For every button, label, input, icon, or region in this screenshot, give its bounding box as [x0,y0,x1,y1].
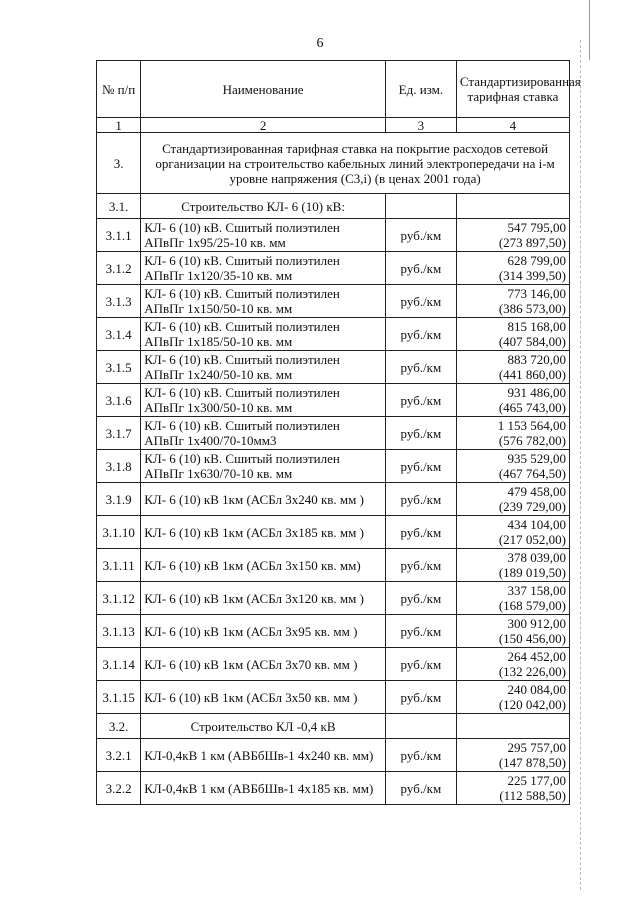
row-num: 3.1.10 [97,516,141,549]
row-unit: руб./км [385,384,456,417]
table-row [97,582,570,615]
price-value-half: (467 764,50) [498,466,566,481]
row-num: 3.1.15 [97,681,141,714]
row-num: 3.1.11 [97,549,141,582]
table-row [97,219,570,252]
header-name: Наименование [141,61,386,118]
row-price [456,582,569,615]
row-num: 3.1.5 [97,351,141,384]
table-row [97,417,570,450]
price-value: 337 158,00 [507,583,566,598]
table-row [97,252,570,285]
section-num: 3. [97,133,141,194]
table-row [97,285,570,318]
row-unit: руб./км [385,252,456,285]
empty-cell [456,714,569,739]
row-name: КЛ- 6 (10) кВ. Сшитый полиэтилен АПвПг 1х240/50-10 кв. мм [141,351,386,384]
price-value-half: (386 573,00) [498,301,566,316]
price-value-half: (239 729,00) [498,499,566,514]
row-unit: руб./км [385,318,456,351]
row-unit: руб./км [385,739,456,772]
header-num: № п/п [97,61,141,118]
section-row [97,133,570,194]
column-numbers-row [97,118,570,133]
row-unit: руб./км [385,285,456,318]
row-unit: руб./км [385,483,456,516]
header-rate: Стандартизированная тарифная ставка [456,61,569,118]
price-value: 295 757,00 [507,740,566,755]
price-value-half: (217 052,00) [498,532,566,547]
price-value-half: (314 399,50) [498,268,566,283]
table-header-row [97,61,570,118]
row-price [456,483,569,516]
row-unit: руб./км [385,219,456,252]
price-value: 1 153 564,00 [497,418,566,433]
table-row [97,615,570,648]
price-value-half: (441 860,00) [498,367,566,382]
subsection-num: 3.2. [97,714,141,739]
row-unit: руб./км [385,615,456,648]
row-name: КЛ- 6 (10) кВ. Сшитый полиэтилен АПвПг 1х120/35-10 кв. мм [141,252,386,285]
scan-edge-line [580,40,581,890]
price-value: 628 799,00 [507,253,566,268]
row-name: КЛ- 6 (10) кВ 1км (АСБл 3х50 кв. мм ) [141,681,386,714]
price-value: 479 458,00 [507,484,566,499]
price-value: 264 452,00 [507,649,566,664]
row-num: 3.2.2 [97,772,141,805]
price-value-half: (147 878,50) [498,755,566,770]
row-price [456,384,569,417]
row-unit: руб./км [385,351,456,384]
table-row [97,648,570,681]
row-name: КЛ- 6 (10) кВ 1км (АСБл 3х95 кв. мм ) [141,615,386,648]
table-row [97,681,570,714]
price-value-half: (576 782,00) [498,433,566,448]
column-number: 2 [141,118,386,133]
scan-edge-line-top [589,0,590,60]
row-price [456,739,569,772]
row-unit: руб./км [385,549,456,582]
empty-cell [385,714,456,739]
page-number: 6 [316,36,324,51]
row-unit: руб./км [385,582,456,615]
row-price [456,252,569,285]
subsection-title: Строительство КЛ- 6 (10) кВ: [141,194,386,219]
price-value: 883 720,00 [507,352,566,367]
subsection-row [97,194,570,219]
row-price [456,549,569,582]
row-price [456,318,569,351]
row-unit: руб./км [385,417,456,450]
price-value-half: (273 897,50) [498,235,566,250]
row-name: КЛ- 6 (10) кВ 1км (АСБл 3х70 кв. мм ) [141,648,386,681]
row-name: КЛ- 6 (10) кВ. Сшитый полиэтилен АПвПг 1х150/50-10 кв. мм [141,285,386,318]
row-num: 3.1.6 [97,384,141,417]
row-num: 3.1.8 [97,450,141,483]
header-unit: Ед. изм. [385,61,456,118]
row-price [456,772,569,805]
row-name: КЛ-0,4кВ 1 км (АВБбШв-1 4х240 кв. мм) [141,739,386,772]
row-unit: руб./км [385,648,456,681]
column-number: 1 [97,118,141,133]
table-row [97,450,570,483]
price-value: 815 168,00 [507,319,566,334]
price-value: 434 104,00 [507,517,566,532]
row-name: КЛ- 6 (10) кВ 1км (АСБл 3х185 кв. мм ) [141,516,386,549]
table-row [97,384,570,417]
row-unit: руб./км [385,681,456,714]
row-num: 3.1.14 [97,648,141,681]
row-num: 3.2.1 [97,739,141,772]
subsection-row [97,714,570,739]
row-name: КЛ- 6 (10) кВ. Сшитый полиэтилен АПвПг 1х95/25-10 кв. мм [141,219,386,252]
row-name: КЛ- 6 (10) кВ 1км (АСБл 3х150 кв. мм) [141,549,386,582]
row-num: 3.1.1 [97,219,141,252]
row-price [456,219,569,252]
subsection-num: 3.1. [97,194,141,219]
row-price [456,417,569,450]
price-value: 547 795,00 [507,220,566,235]
table-row [97,351,570,384]
price-value-half: (189 019,50) [498,565,566,580]
row-num: 3.1.2 [97,252,141,285]
row-name: КЛ- 6 (10) кВ 1км (АСБл 3х240 кв. мм ) [141,483,386,516]
row-num: 3.1.13 [97,615,141,648]
row-unit: руб./км [385,450,456,483]
subsection-title: Строительство КЛ -0,4 кВ [141,714,386,739]
section-title: Стандартизированная тарифная ставка на покрытие расходов сетевой организации на строительство кабельных линий электропередачи на i-м уровне напряжения (С3,i) (в ценах 2001 года) [141,133,570,194]
row-unit: руб./км [385,516,456,549]
row-name: КЛ- 6 (10) кВ. Сшитый полиэтилен АПвПг 1х400/70-10мм3 [141,417,386,450]
price-value: 300 912,00 [507,616,566,631]
row-unit: руб./км [385,772,456,805]
row-num: 3.1.3 [97,285,141,318]
price-value-half: (407 584,00) [498,334,566,349]
row-name: КЛ- 6 (10) кВ. Сшитый полиэтилен АПвПг 1х300/50-10 кв. мм [141,384,386,417]
tariff-table [96,60,581,805]
row-price [456,351,569,384]
row-price [456,450,569,483]
row-price [456,285,569,318]
price-value-half: (120 042,00) [498,697,566,712]
price-value: 773 146,00 [507,286,566,301]
table-row [97,739,570,772]
price-value-half: (465 743,00) [498,400,566,415]
row-price [456,516,569,549]
price-value: 931 486,00 [507,385,566,400]
row-name: КЛ-0,4кВ 1 км (АВБбШв-1 4х185 кв. мм) [141,772,386,805]
price-value-half: (112 588,50) [499,788,566,803]
row-num: 3.1.4 [97,318,141,351]
price-value-half: (168 579,00) [498,598,566,613]
empty-cell [456,194,569,219]
price-value-half: (132 226,00) [498,664,566,679]
row-num: 3.1.12 [97,582,141,615]
price-value-half: (150 456,00) [498,631,566,646]
row-name: КЛ- 6 (10) кВ. Сшитый полиэтилен АПвПг 1х630/70-10 кв. мм [141,450,386,483]
row-price [456,615,569,648]
row-price [456,648,569,681]
table-row [97,772,570,805]
table-row [97,516,570,549]
row-price [456,681,569,714]
table-row [97,549,570,582]
price-value: 225 177,00 [507,773,566,788]
column-number: 4 [456,118,569,133]
price-value: 240 084,00 [507,682,566,697]
price-value: 935 529,00 [507,451,566,466]
table-row [97,318,570,351]
column-number: 3 [385,118,456,133]
price-value: 378 039,00 [507,550,566,565]
row-num: 3.1.7 [97,417,141,450]
empty-cell [385,194,456,219]
row-name: КЛ- 6 (10) кВ. Сшитый полиэтилен АПвПг 1х185/50-10 кв. мм [141,318,386,351]
table-row [97,483,570,516]
row-num: 3.1.9 [97,483,141,516]
row-name: КЛ- 6 (10) кВ 1км (АСБл 3х120 кв. мм ) [141,582,386,615]
